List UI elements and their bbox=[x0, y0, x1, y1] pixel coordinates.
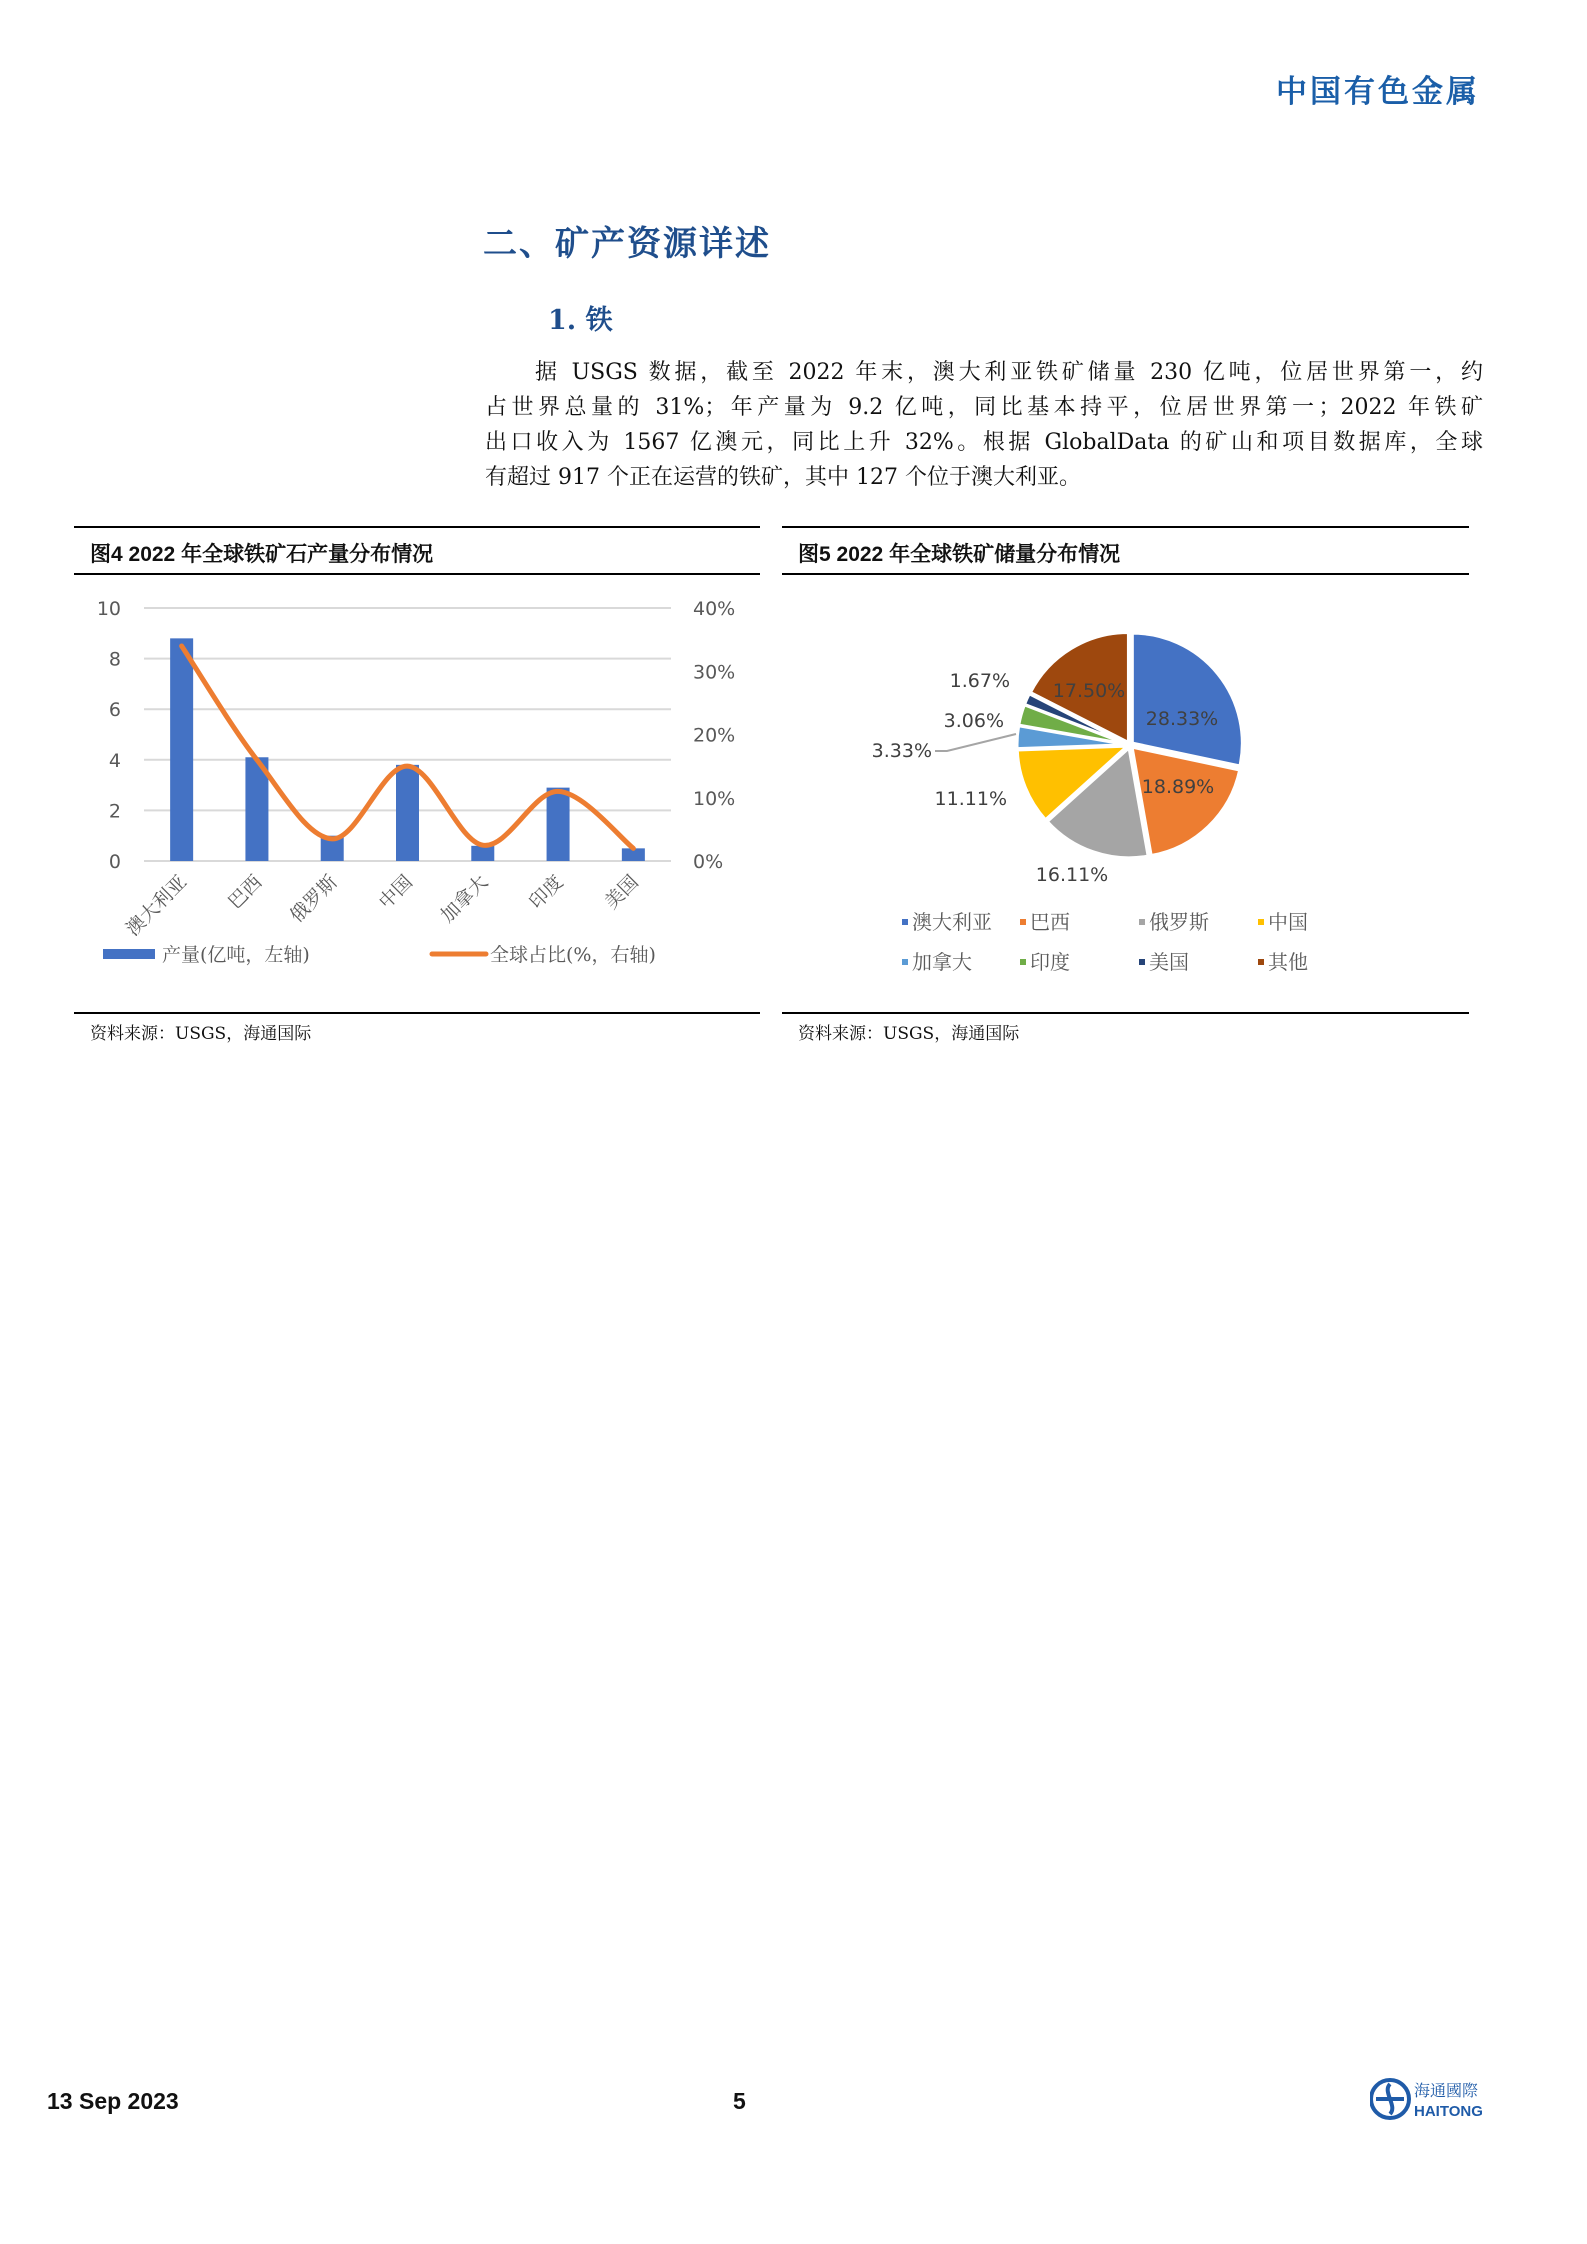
legend-swatch-其他 bbox=[1258, 959, 1264, 965]
x-axis-category-label: 中国 bbox=[374, 870, 418, 914]
header-brand: 中国有色金属 bbox=[1276, 74, 1480, 110]
left-axis-tick-label: 10 bbox=[96, 598, 121, 620]
logo-en-text: HAITONG bbox=[1414, 2103, 1483, 2120]
left-axis-tick-label: 8 bbox=[108, 648, 121, 671]
paragraph-line: 出口收入为 1567 亿澳元，同比上升 32%。根据 GlobalData 的矿山和项目数据库，全球 bbox=[485, 430, 1483, 455]
legend-label: 巴西 bbox=[1030, 910, 1070, 934]
footer-date: 13 Sep 2023 bbox=[47, 2088, 179, 2114]
legend-swatch-加拿大 bbox=[902, 959, 908, 965]
legend-swatch-巴西 bbox=[1020, 919, 1026, 925]
right-axis-tick-label: 0% bbox=[693, 851, 724, 873]
legend-bar-label: 产量(亿吨，左轴) bbox=[162, 944, 310, 966]
leader-line bbox=[935, 734, 1016, 751]
figure-title: 图4 2022 年全球铁矿石产量分布情况 bbox=[90, 543, 434, 566]
x-axis-category-label: 美国 bbox=[600, 870, 643, 914]
legend-label: 印度 bbox=[1030, 950, 1070, 974]
x-axis-category-label: 印度 bbox=[525, 870, 568, 914]
legend-swatch-印度 bbox=[1020, 959, 1026, 965]
subsection-title: 1. 铁 bbox=[548, 305, 613, 336]
section-title: 二、矿产资源详述 bbox=[483, 224, 771, 264]
bar-印度 bbox=[547, 788, 570, 861]
pie-value-label: 18.89% bbox=[1141, 776, 1215, 798]
body-paragraph bbox=[485, 355, 1483, 495]
bar-澳大利亚 bbox=[170, 638, 193, 861]
paragraph-line: 占世界总量的 31%；年产量为 9.2 亿吨，同比基本持平，位居世界第一；2022 年铁矿 bbox=[485, 395, 1483, 420]
pie-value-label: 28.33% bbox=[1145, 708, 1219, 730]
legend-label: 澳大利亚 bbox=[912, 910, 992, 934]
page-number: 5 bbox=[733, 2088, 746, 2114]
legend-label: 其他 bbox=[1268, 950, 1308, 974]
right-axis-tick-label: 30% bbox=[693, 661, 736, 684]
logo-cn-text: 海通國際 bbox=[1414, 2081, 1479, 2100]
legend-label: 美国 bbox=[1149, 950, 1189, 974]
left-axis-tick-label: 2 bbox=[108, 800, 121, 823]
legend-label: 中国 bbox=[1268, 910, 1308, 934]
pie-value-label: 1.67% bbox=[949, 670, 1010, 692]
legend-swatch-澳大利亚 bbox=[902, 919, 908, 925]
figure-title: 图5 2022 年全球铁矿储量分布情况 bbox=[798, 543, 1121, 566]
legend-label: 俄罗斯 bbox=[1149, 910, 1209, 934]
figure-4-bar-line-chart bbox=[74, 526, 760, 1014]
pie-value-label: 3.33% bbox=[871, 740, 932, 762]
production-chart bbox=[74, 575, 760, 1005]
bar-中国 bbox=[396, 765, 419, 861]
pie-value-label: 11.11% bbox=[934, 788, 1007, 810]
legend-swatch-美国 bbox=[1139, 959, 1145, 965]
reserves-pie-chart bbox=[782, 575, 1469, 1005]
left-axis-tick-label: 0 bbox=[108, 851, 121, 873]
x-axis-category-label: 俄罗斯 bbox=[285, 870, 342, 927]
x-axis-category-label: 巴西 bbox=[224, 870, 267, 914]
paragraph-line: 据 USGS 数据，截至 2022 年末，澳大利亚铁矿储量 230 亿吨，位居世界第一，约 bbox=[535, 360, 1483, 385]
left-axis-tick-label: 4 bbox=[108, 749, 121, 772]
right-axis-tick-label: 10% bbox=[693, 787, 736, 810]
legend-swatch-中国 bbox=[1258, 919, 1264, 925]
pie-value-label: 16.11% bbox=[1035, 864, 1109, 886]
figure-4-source: 资料来源：USGS，海通国际 bbox=[90, 1024, 312, 1044]
left-axis-tick-label: 6 bbox=[108, 699, 121, 722]
haitong-logo bbox=[1370, 2076, 1490, 2122]
legend-label: 加拿大 bbox=[912, 950, 972, 974]
right-axis-tick-label: 20% bbox=[693, 724, 736, 747]
x-axis-category-label: 加拿大 bbox=[436, 870, 493, 927]
right-axis-tick-label: 40% bbox=[693, 598, 736, 620]
x-axis-category-label: 澳大利亚 bbox=[121, 870, 192, 941]
pie-value-label: 3.06% bbox=[943, 710, 1004, 732]
paragraph-line: 有超过 917 个正在运营的铁矿，其中 127 个位于澳大利亚。 bbox=[485, 465, 1081, 490]
legend-bar-swatch bbox=[103, 949, 155, 959]
bar-加拿大 bbox=[471, 846, 494, 861]
figure-5-pie-chart bbox=[782, 526, 1469, 1014]
legend-swatch-俄罗斯 bbox=[1139, 919, 1145, 925]
legend-line-label: 全球占比(%，右轴) bbox=[490, 944, 656, 966]
pie-value-label: 17.50% bbox=[1052, 680, 1126, 702]
figure-5-source: 资料来源：USGS，海通国际 bbox=[798, 1024, 1020, 1044]
pie-slice-澳大利亚 bbox=[1132, 633, 1242, 766]
